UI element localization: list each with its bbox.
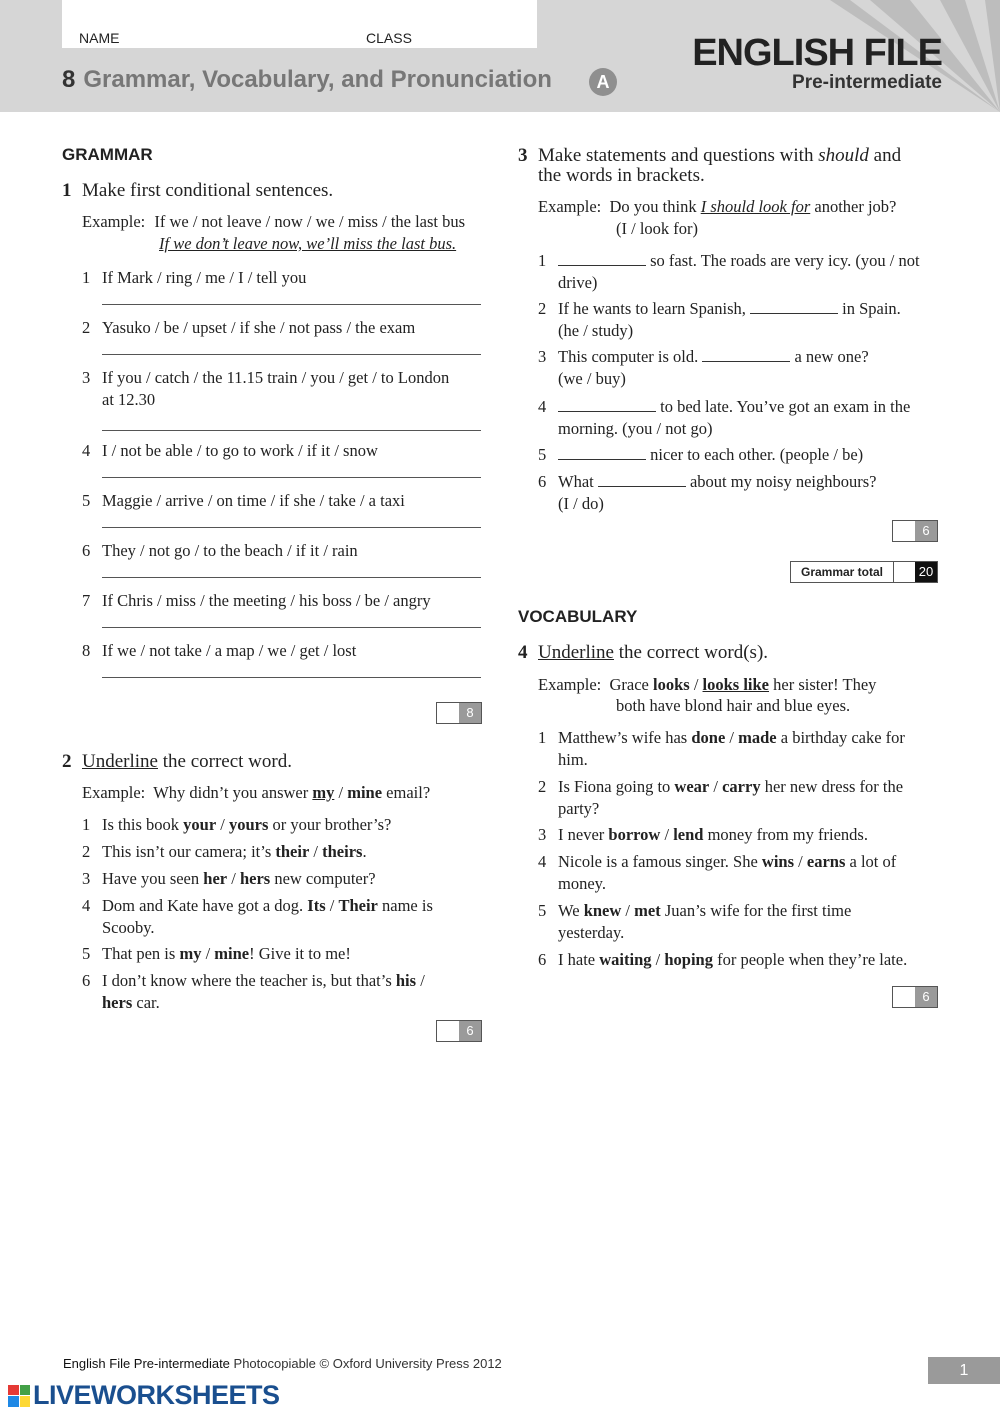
option-b[interactable]: Their <box>338 896 378 915</box>
example-label: Example: <box>82 212 146 231</box>
text: nicer to each other. (people / be) <box>646 445 864 464</box>
option-b[interactable]: lend <box>673 825 704 844</box>
text: yesterday. <box>558 923 625 942</box>
text: Nicole is a famous singer. She <box>558 852 762 871</box>
item-text <box>558 444 863 466</box>
item-text <box>102 868 492 890</box>
item-number: 5 <box>538 901 547 920</box>
option-a[interactable]: his <box>395 971 417 990</box>
example-label: Example: <box>538 197 602 216</box>
item-text <box>558 949 907 971</box>
text: Grace <box>609 675 653 694</box>
item-number: 3 <box>538 825 547 844</box>
grammar-heading: GRAMMAR <box>62 145 153 164</box>
answer-blank[interactable] <box>702 347 790 362</box>
text: What <box>558 472 598 491</box>
answer-line[interactable] <box>102 627 481 628</box>
answer-line[interactable] <box>102 304 481 305</box>
text: Dom and Kate have got a dog. <box>102 896 308 915</box>
sep: / <box>651 950 665 969</box>
option-b[interactable]: mine <box>347 783 383 802</box>
text: email? <box>382 783 431 802</box>
item-text <box>102 943 492 965</box>
item-text: They / not go / to the beach / if it / rain <box>102 541 358 560</box>
question-number: 3 <box>518 145 528 166</box>
item-number: 8 <box>82 641 91 660</box>
text: money. <box>558 874 606 893</box>
item-number: 4 <box>82 896 91 915</box>
text: Do you think <box>609 197 701 216</box>
option-b[interactable]: made <box>738 728 777 747</box>
item-number: 5 <box>82 944 91 963</box>
question-instruction: Make statements and questions with should and <box>538 145 902 166</box>
text: in Spain. <box>838 299 901 318</box>
text: new computer? <box>270 869 376 888</box>
item-text-line2: at 12.30 <box>102 390 156 409</box>
grammar-total-box <box>790 561 938 583</box>
example-prompt: If we / not leave / now / we / miss / the last bus <box>154 212 466 231</box>
text: (he / study) <box>558 321 634 340</box>
answer-blank[interactable] <box>558 445 646 460</box>
item-text <box>102 970 492 1014</box>
q1-item <box>82 540 502 562</box>
option-a[interactable]: Its <box>307 896 326 915</box>
item-text: Maggie / arrive / on time / if she / take / a taxi <box>102 491 405 510</box>
q1-item <box>82 367 502 411</box>
question-instruction: Underline the correct word(s). <box>538 642 769 663</box>
item-number: 1 <box>82 815 91 834</box>
item-text: If we / not take / a map / we / get / lost <box>102 641 357 660</box>
q1-score-box[interactable] <box>436 702 482 724</box>
unit-number: 8 <box>62 66 76 93</box>
sep: / <box>201 944 215 963</box>
question-instruction: Underline the correct word. <box>82 751 292 772</box>
text: (I / do) <box>558 494 604 513</box>
item-number: 3 <box>82 869 91 888</box>
text: We <box>558 901 584 920</box>
sep: / <box>709 777 723 796</box>
item-number: 4 <box>82 441 91 460</box>
text: drive) <box>558 273 598 292</box>
sep: / <box>309 842 323 861</box>
option-b[interactable]: earns <box>806 852 846 871</box>
q1-item <box>82 440 502 462</box>
page-number: 1 <box>928 1357 1000 1384</box>
item-text <box>558 471 877 515</box>
item-number: 2 <box>538 299 547 318</box>
option-b[interactable]: hers <box>239 869 271 888</box>
text: another job? <box>810 197 897 216</box>
text: I don’t know where the teacher is, but that’s <box>102 971 396 990</box>
sep: / <box>334 783 348 802</box>
item-text <box>558 727 905 771</box>
footer-rest: Photocopiable © Oxford University Press 2012 <box>229 1356 502 1371</box>
item-text <box>102 841 492 863</box>
text: Matthew’s wife has <box>558 728 692 747</box>
item-number: 2 <box>82 318 91 337</box>
brand-title: ENGLISH FILE <box>692 32 942 74</box>
score-value: 6 <box>915 521 937 541</box>
sep: / <box>325 896 339 915</box>
option-a[interactable]: my <box>179 944 202 963</box>
footer-book-title: English File Pre-intermediate <box>63 1356 230 1371</box>
page-header <box>0 0 1000 112</box>
q1-example-answer: If we don’t leave now, we’ll miss the last bus. <box>159 234 457 253</box>
text: I never <box>558 825 609 844</box>
example-answer: I should look for <box>700 197 811 216</box>
item-number: 4 <box>538 852 547 871</box>
name-class-box <box>62 0 537 48</box>
answer-line[interactable] <box>102 477 481 478</box>
question-instruction-line2: the words in brackets. <box>538 165 705 186</box>
item-text <box>558 824 868 846</box>
option-b[interactable]: carry <box>722 777 761 796</box>
text: a new one? <box>790 347 869 366</box>
brand <box>692 34 942 94</box>
text: Why didn’t you answer <box>153 783 313 802</box>
sep: / <box>216 815 229 834</box>
option-b[interactable]: yours <box>228 815 269 834</box>
vocabulary-heading: VOCABULARY <box>518 607 638 626</box>
item-text <box>558 851 896 895</box>
item-number: 6 <box>82 971 91 990</box>
option-a[interactable]: their <box>275 842 310 861</box>
text: about my noisy neighbours? <box>685 472 877 491</box>
sep: / <box>660 825 674 844</box>
item-number: 6 <box>538 472 547 491</box>
name-label: NAME <box>79 30 120 46</box>
question-instruction: Make first conditional sentences. <box>82 180 334 201</box>
text: Have you seen <box>102 869 204 888</box>
text: I hate <box>558 950 600 969</box>
answer-line[interactable] <box>102 577 481 578</box>
item-text: If you / catch / the 11.15 train / you / get / to London <box>102 368 450 387</box>
answer-line[interactable] <box>102 527 481 528</box>
question-number: 4 <box>518 642 528 663</box>
text: her new dress for the <box>760 777 904 796</box>
version-badge: A <box>589 68 617 96</box>
text: This computer is old. <box>558 347 703 366</box>
option-a[interactable]: done <box>691 728 726 747</box>
item-number: 3 <box>82 368 91 387</box>
option-a[interactable]: your <box>183 815 217 834</box>
option-a[interactable]: my <box>312 783 335 802</box>
sep: / <box>227 869 240 888</box>
text: That pen is <box>102 944 180 963</box>
answer-line[interactable] <box>102 677 481 678</box>
option-a[interactable]: waiting <box>599 950 652 969</box>
q2-score-box[interactable] <box>436 1020 482 1042</box>
q2-example <box>82 782 430 804</box>
unit-title <box>62 66 552 94</box>
example-label: Example: <box>538 675 602 694</box>
example-label: Example: <box>82 783 146 802</box>
q1-item <box>82 317 502 339</box>
text: car. <box>132 993 160 1012</box>
text: a lot of <box>845 852 897 871</box>
text: a birthday cake for <box>776 728 905 747</box>
answer-blank[interactable] <box>558 251 646 266</box>
item-number: 2 <box>538 777 547 796</box>
option-b[interactable]: hers <box>102 993 133 1012</box>
item-number: 4 <box>538 397 547 416</box>
text: party? <box>558 799 600 818</box>
sep: / <box>689 675 703 694</box>
text: . <box>362 842 367 861</box>
option-a[interactable]: borrow <box>608 825 661 844</box>
text: ! Give it to me! <box>249 944 351 963</box>
item-number: 5 <box>82 491 91 510</box>
item-text <box>102 895 492 939</box>
item-text: I / not be able / to go to work / if it / snow <box>102 441 378 460</box>
item-text <box>558 776 903 820</box>
item-text <box>558 250 920 294</box>
q3-example-hint: (I / look for) <box>616 219 699 238</box>
answer-line[interactable] <box>102 354 481 355</box>
item-text <box>558 900 851 944</box>
grammar-total-label: Grammar total <box>791 562 894 582</box>
answer-blank[interactable] <box>750 299 838 314</box>
q4-example <box>538 674 876 696</box>
q4-example-line2: both have blond hair and blue eyes. <box>616 696 851 715</box>
brand-subtitle: Pre-intermediate <box>792 72 942 93</box>
item-text: If Chris / miss / the meeting / his boss / be / angry <box>102 591 431 610</box>
item-text <box>558 396 910 440</box>
score-value: 6 <box>459 1021 481 1041</box>
unit-title-text: Grammar, Vocabulary, and Pronunciation <box>83 66 552 93</box>
text: Is this book <box>102 815 184 834</box>
question-number: 2 <box>62 751 72 772</box>
item-text <box>558 346 869 390</box>
sep: / <box>416 971 425 990</box>
item-number: 2 <box>82 842 91 861</box>
score-value: 8 <box>459 703 481 723</box>
q1-item <box>82 490 502 512</box>
option-a[interactable]: wins <box>761 852 795 871</box>
text: for people when they’re late. <box>712 950 908 969</box>
q1-example <box>82 211 465 233</box>
item-number: 1 <box>538 728 547 747</box>
item-text <box>102 814 492 836</box>
q1-item <box>82 640 502 662</box>
item-number: 5 <box>538 445 547 464</box>
text: to bed late. You’ve got an exam in the <box>656 397 911 416</box>
text: him. <box>558 750 588 769</box>
option-a[interactable]: looks <box>653 675 690 694</box>
score-value: 6 <box>915 987 937 1007</box>
footer-copyright <box>63 1356 502 1371</box>
option-a[interactable]: her <box>203 869 228 888</box>
item-text <box>558 298 901 342</box>
q4-score-box[interactable] <box>892 986 938 1008</box>
sep: / <box>725 728 739 747</box>
q3-score-box[interactable] <box>892 520 938 542</box>
text: Is Fiona going to <box>558 777 675 796</box>
item-number: 1 <box>82 268 91 287</box>
item-number: 1 <box>538 251 547 270</box>
item-text: Yasuko / be / upset / if she / not pass / the exam <box>102 318 416 337</box>
text: or your brother’s? <box>268 815 392 834</box>
text: This isn’t our camera; it’s <box>102 842 276 861</box>
text: her sister! They <box>769 675 877 694</box>
option-b[interactable]: mine <box>214 944 250 963</box>
q1-item <box>82 267 502 289</box>
option-b[interactable]: looks like <box>702 675 770 694</box>
option-a[interactable]: wear <box>674 777 710 796</box>
text: so fast. The roads are very icy. (you / not <box>646 251 920 270</box>
q1-item <box>82 590 502 612</box>
liveworksheets-logo-text: LIVEWORKSHEETS <box>33 1380 280 1410</box>
q3-example <box>538 196 896 218</box>
class-label: CLASS <box>366 30 412 46</box>
sep: / <box>794 852 807 871</box>
liveworksheets-logo-icon <box>8 1385 30 1407</box>
text: (we / buy) <box>558 369 626 388</box>
item-number: 7 <box>82 591 91 610</box>
sep: / <box>621 901 635 920</box>
text: Scooby. <box>102 918 155 937</box>
item-number: 6 <box>538 950 547 969</box>
text: morning. (you / not go) <box>558 419 713 438</box>
item-text: If Mark / ring / me / I / tell you <box>102 268 307 287</box>
item-number: 3 <box>538 347 547 366</box>
answer-blank[interactable] <box>598 472 686 487</box>
option-b[interactable]: met <box>634 901 661 920</box>
option-b[interactable]: theirs <box>322 842 363 861</box>
question-number: 1 <box>62 180 72 201</box>
text: money from my friends. <box>703 825 868 844</box>
liveworksheets-logo[interactable] <box>8 1380 280 1411</box>
text: name is <box>377 896 433 915</box>
answer-line[interactable] <box>102 430 481 431</box>
option-a[interactable]: knew <box>583 901 622 920</box>
text: If he wants to learn Spanish, <box>558 299 750 318</box>
option-b[interactable]: hoping <box>664 950 713 969</box>
answer-blank[interactable] <box>558 397 656 412</box>
grammar-total-value: 20 <box>915 562 937 582</box>
text: Juan’s wife for the first time <box>660 901 852 920</box>
item-number: 6 <box>82 541 91 560</box>
